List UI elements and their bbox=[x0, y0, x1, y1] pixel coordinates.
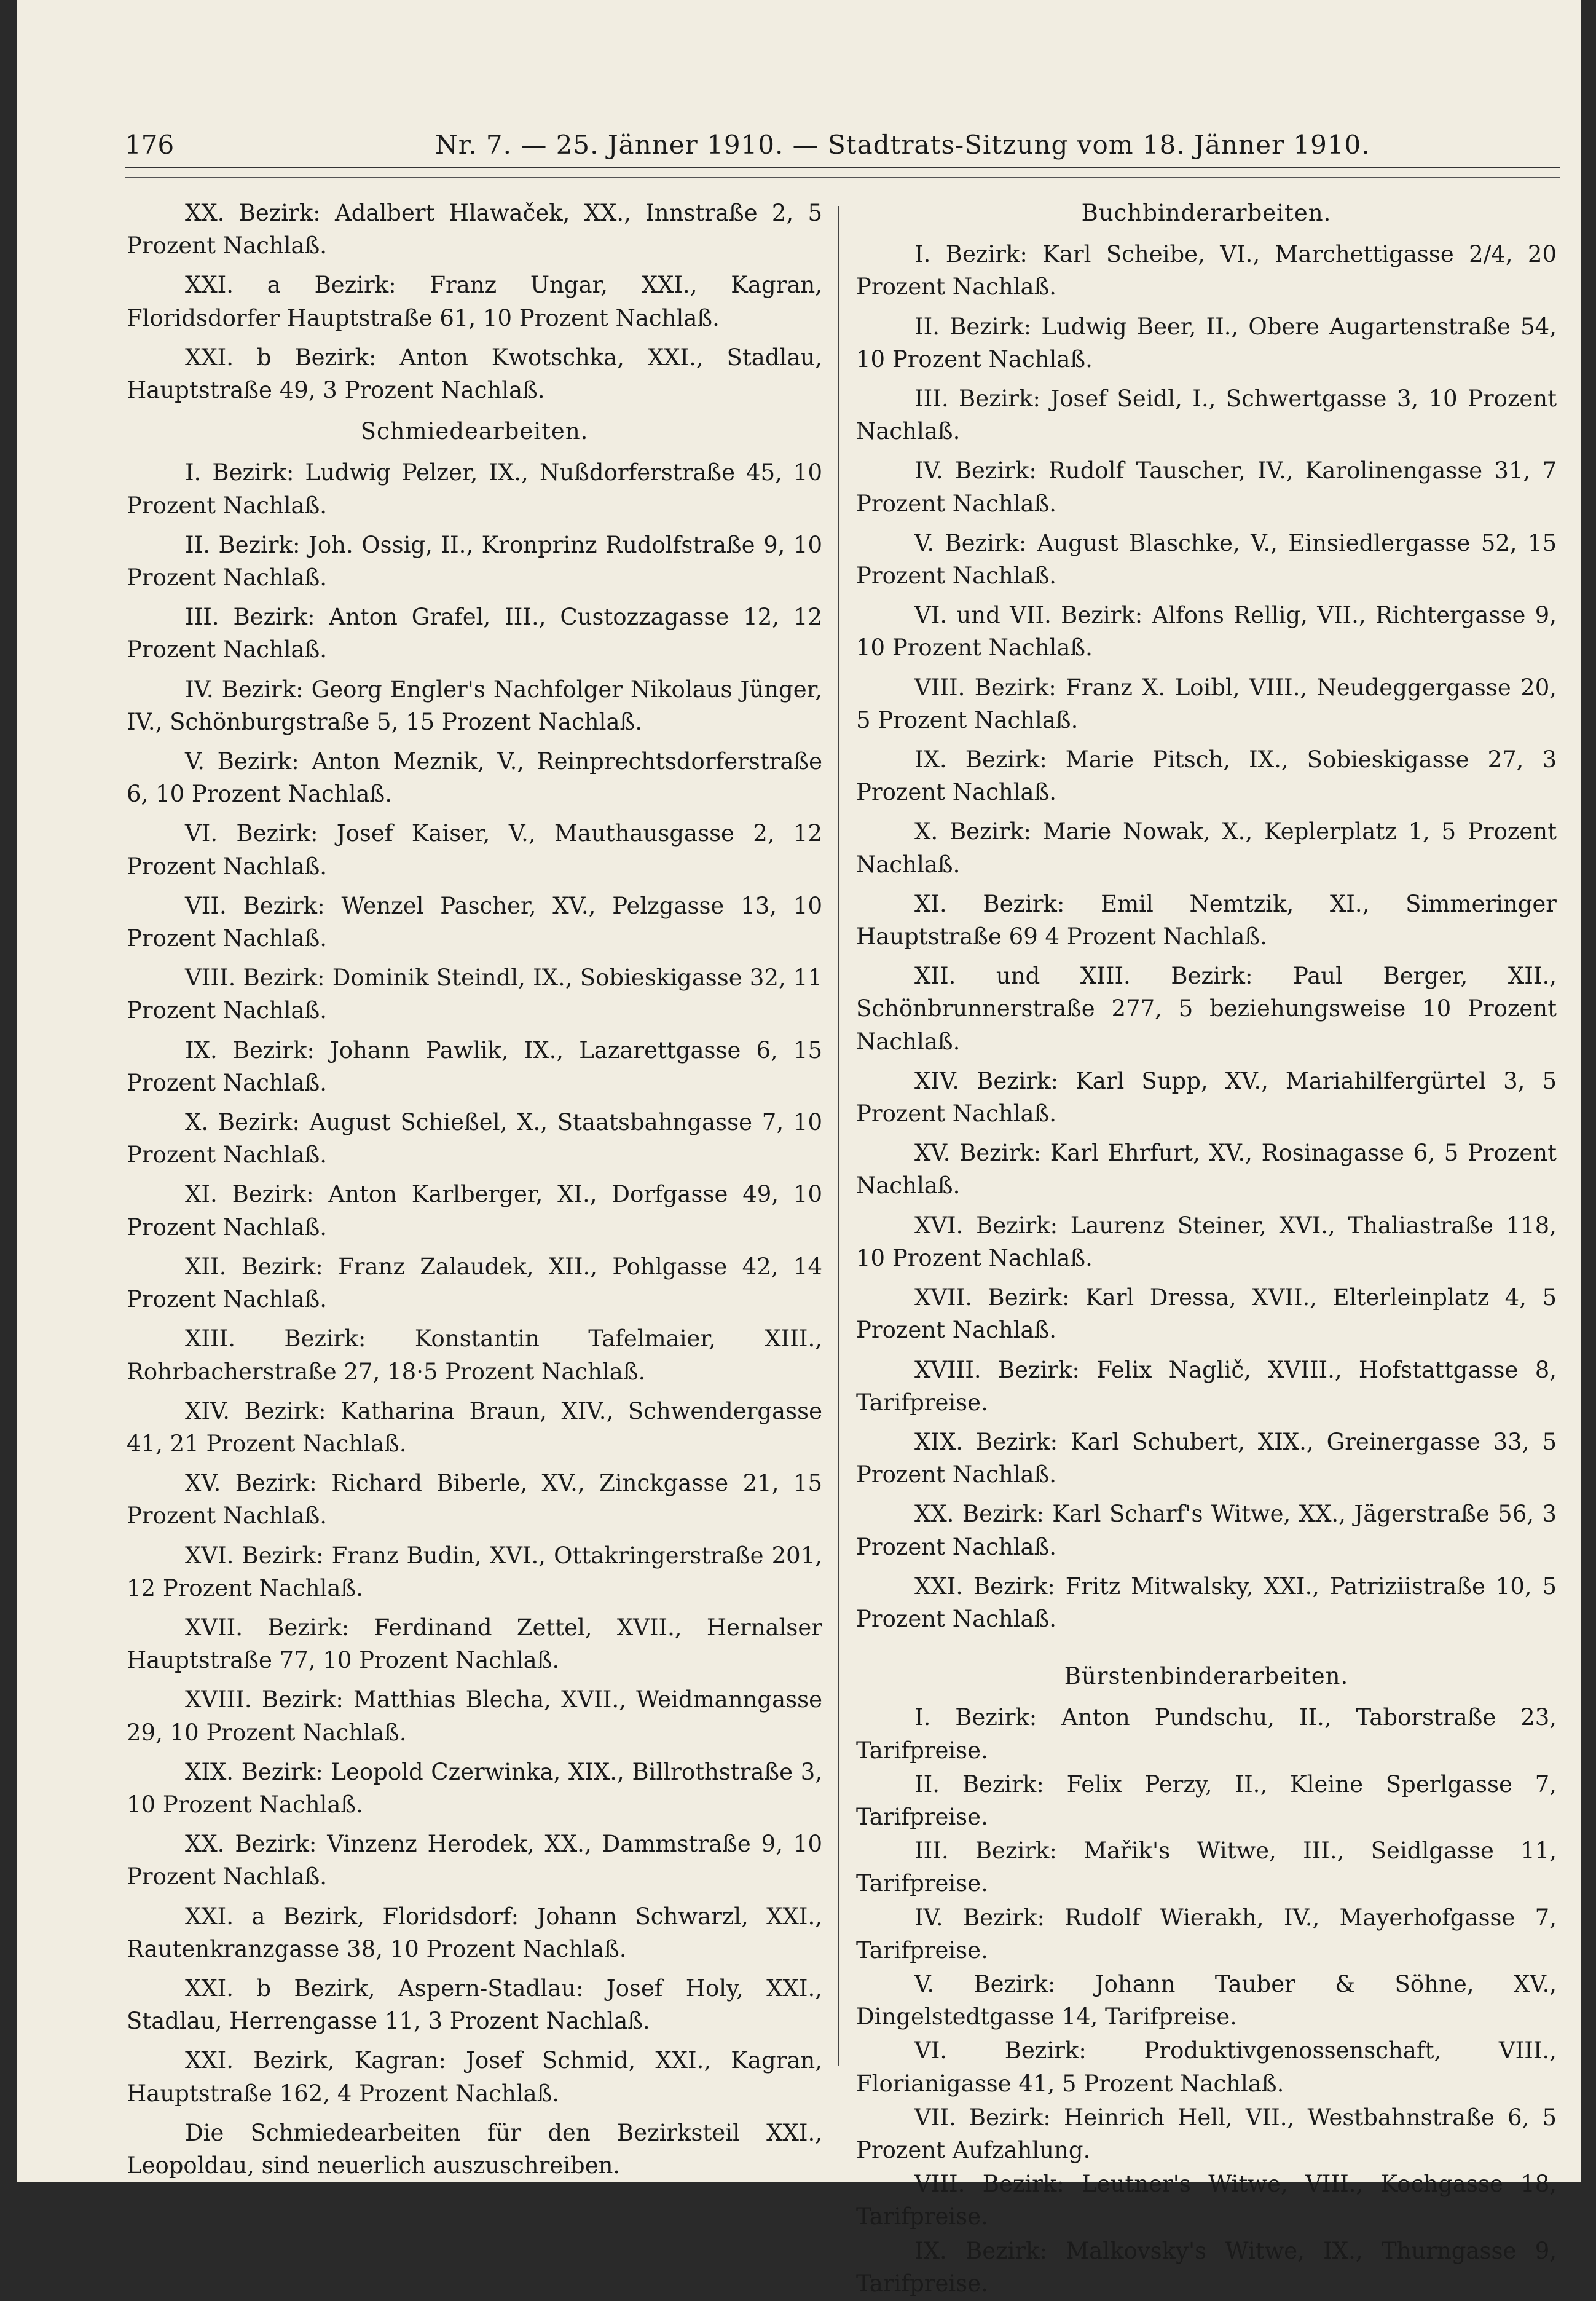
list-item: IV. Bezirk: Rudolf Wierakh, IV., Mayerhofgasse 7, Tarifpreise. bbox=[856, 1904, 1557, 1964]
list-item: IX. Bezirk: Johann Pawlik, IX., Lazarettgasse 6, 15 Prozent Nachlaß. bbox=[127, 1036, 822, 1096]
section-heading-buchbinderarbeiten: Buchbinderarbeiten. bbox=[1081, 200, 1332, 226]
right-column bbox=[856, 197, 1557, 2301]
list-item: XX. Bezirk: Adalbert Hlawaček, XX., Innstraße 2, 5 Prozent Nachlaß. bbox=[127, 200, 822, 259]
list-item: XXI. b Bezirk: Anton Kwotschka, XXI., Stadlau, Hauptstraße 49, 3 Prozent Nachlaß. bbox=[127, 344, 822, 404]
list-item: XII. und XIII. Bezirk: Paul Berger, XII., Schönbrunnerstraße 277, 5 beziehungsweise 10 Prozent Nachlaß. bbox=[856, 963, 1557, 1055]
list-item: VII. Bezirk: Wenzel Pascher, XV., Pelzgasse 13, 10 Prozent Nachlaß. bbox=[127, 892, 822, 952]
section-heading-schmiedearbeiten: Schmiedearbeiten. bbox=[360, 418, 589, 445]
buerstenbinderarbeiten-entries bbox=[856, 1701, 1557, 2300]
list-item: IX. Bezirk: Malkovsky's Witwe, IX., Thurngasse 9, Tarifpreise. bbox=[856, 2237, 1557, 2297]
list-item: XIII. Bezirk: Konstantin Tafelmaier, XIII., Rohrbacherstraße 27, 18·5 Prozent Nachlaß. bbox=[127, 1325, 822, 1385]
list-item: XX. Bezirk: Karl Scharf's Witwe, XX., Jägerstraße 56, 3 Prozent Nachlaß. bbox=[856, 1501, 1557, 1560]
running-title: Nr. 7. — 25. Jänner 1910. — Stadtrats-Sitzung vom 18. Jänner 1910. bbox=[435, 130, 1370, 160]
header-rule bbox=[125, 167, 1560, 178]
list-item: III. Bezirk: Anton Grafel, III., Custozzagasse 12, 12 Prozent Nachlaß. bbox=[127, 604, 822, 663]
list-item: X. Bezirk: August Schießel, X., Staatsbahngasse 7, 10 Prozent Nachlaß. bbox=[127, 1109, 822, 1169]
list-item: VI. und VII. Bezirk: Alfons Rellig, VII., Richtergasse 9, 10 Prozent Nachlaß. bbox=[856, 602, 1557, 661]
list-item: XVII. Bezirk: Ferdinand Zettel, XVII., Hernalser Hauptstraße 77, 10 Prozent Nachlaß. bbox=[127, 1614, 822, 1674]
list-item: XI. Bezirk: Emil Nemtzik, XI., Simmeringer Hauptstraße 69 4 Prozent Nachlaß. bbox=[856, 890, 1557, 950]
list-item: I. Bezirk: Karl Scheibe, VI., Marchettigasse 2/4, 20 Prozent Nachlaß. bbox=[856, 241, 1557, 301]
list-item: XIV. Bezirk: Karl Supp, XV., Mariahilfergürtel 3, 5 Prozent Nachlaß. bbox=[856, 1067, 1557, 1127]
list-item: XIX. Bezirk: Karl Schubert, XIX., Greinergasse 33, 5 Prozent Nachlaß. bbox=[856, 1428, 1557, 1488]
list-item: I. Bezirk: Anton Pundschu, II., Taborstraße 23, Tarifpreise. bbox=[856, 1704, 1557, 1764]
list-item: XVIII. Bezirk: Felix Naglič, XVIII., Hofstattgasse 8, Tarifpreise. bbox=[856, 1356, 1557, 1416]
list-item: XV. Bezirk: Richard Biberle, XV., Zinckgasse 21, 15 Prozent Nachlaß. bbox=[127, 1470, 822, 1529]
list-item: VI. Bezirk: Josef Kaiser, V., Mauthausgasse 2, 12 Prozent Nachlaß. bbox=[127, 820, 822, 880]
closing-note: Die Schmiedearbeiten für den Bezirksteil XXI., Leopoldau, sind neuerlich auszuschreiben. bbox=[127, 2119, 822, 2179]
list-item: XXI. Bezirk, Kagran: Josef Schmid, XXI., Kagran, Hauptstraße 162, 4 Prozent Nachlaß. bbox=[127, 2047, 822, 2107]
list-item: XI. Bezirk: Anton Karlberger, XI., Dorfgasse 49, 10 Prozent Nachlaß. bbox=[127, 1181, 822, 1241]
list-item: XXI. b Bezirk, Aspern-Stadlau: Josef Holy, XXI., Stadlau, Herrengasse 11, 3 Prozent Nachlaß. bbox=[127, 1975, 822, 2035]
list-item: V. Bezirk: Anton Meznik, V., Reinprechtsdorferstraße 6, 10 Prozent Nachlaß. bbox=[127, 748, 822, 808]
list-item: II. Bezirk: Felix Perzy, II., Kleine Sperlgasse 7, Tarifpreise. bbox=[856, 1770, 1557, 1830]
list-item: XVII. Bezirk: Karl Dressa, XVII., Elterleinplatz 4, 5 Prozent Nachlaß. bbox=[856, 1284, 1557, 1344]
list-item: VIII. Bezirk: Franz X. Loibl, VIII., Neudeggergasse 20, 5 Prozent Nachlaß. bbox=[856, 674, 1557, 733]
list-item: I. Bezirk: Ludwig Pelzer, IX., Nußdorferstraße 45, 10 Prozent Nachlaß. bbox=[127, 459, 822, 519]
list-item: IV. Bezirk: Rudolf Tauscher, IV., Karolinengasse 31, 7 Prozent Nachlaß. bbox=[856, 457, 1557, 517]
document-page bbox=[17, 0, 1581, 2297]
list-item: XXI. a Bezirk, Floridsdorf: Johann Schwarzl, XXI., Rautenkranzgasse 38, 10 Prozent Nachlaß. bbox=[127, 1903, 822, 1962]
list-item: XVI. Bezirk: Laurenz Steiner, XVI., Thaliastraße 118, 10 Prozent Nachlaß. bbox=[856, 1212, 1557, 1271]
list-item: XVI. Bezirk: Franz Budin, XVI., Ottakringerstraße 201, 12 Prozent Nachlaß. bbox=[127, 1542, 822, 1601]
list-item: VI. Bezirk: Produktivgenossenschaft, VIII., Florianigasse 41, 5 Prozent Nachlaß. bbox=[856, 2037, 1557, 2097]
list-item: VII. Bezirk: Heinrich Hell, VII., Westbahnstraße 6, 5 Prozent Aufzahlung. bbox=[856, 2104, 1557, 2163]
left-top-entries bbox=[127, 197, 822, 406]
list-item: XX. Bezirk: Vinzenz Herodek, XX., Dammstraße 9, 10 Prozent Nachlaß. bbox=[127, 1831, 822, 1890]
page-number: 176 bbox=[125, 130, 175, 160]
list-item: VIII. Bezirk: Dominik Steindl, IX., Sobieskigasse 32, 11 Prozent Nachlaß. bbox=[127, 965, 822, 1024]
list-item: XII. Bezirk: Franz Zalaudek, XII., Pohlgasse 42, 14 Prozent Nachlaß. bbox=[127, 1253, 822, 1313]
list-item: XXI. Bezirk: Fritz Mitwalsky, XXI., Patriziistraße 10, 5 Prozent Nachlaß. bbox=[856, 1573, 1557, 1632]
list-item: XIV. Bezirk: Katharina Braun, XIV., Schwendergasse 41, 21 Prozent Nachlaß. bbox=[127, 1397, 822, 1457]
list-item: II. Bezirk: Joh. Ossig, II., Kronprinz Rudolfstraße 9, 10 Prozent Nachlaß. bbox=[127, 531, 822, 591]
list-item: VIII. Bezirk: Leutner's Witwe, VIII., Kochgasse 18, Tarifpreise. bbox=[856, 2171, 1557, 2230]
list-item: X. Bezirk: Marie Nowak, X., Keplerplatz 1, 5 Prozent Nachlaß. bbox=[856, 818, 1557, 878]
column-divider bbox=[838, 206, 839, 2066]
list-item: XXI. a Bezirk: Franz Ungar, XXI., Kagran, Floridsdorfer Hauptstraße 61, 10 Prozent Nachlaß. bbox=[127, 272, 822, 331]
list-item: V. Bezirk: August Blaschke, V., Einsiedlergasse 52, 15 Prozent Nachlaß. bbox=[856, 529, 1557, 590]
section-heading-buerstenbinderarbeiten: Bürstenbinderarbeiten. bbox=[1064, 1663, 1349, 1690]
schmiedearbeiten-entries bbox=[127, 456, 822, 2182]
list-item: III. Bezirk: Mařik's Witwe, III., Seidlgasse 11, Tarifpreise. bbox=[856, 1837, 1557, 1897]
list-item: IX. Bezirk: Marie Pitsch, IX., Sobieskigasse 27, 3 Prozent Nachlaß. bbox=[856, 746, 1557, 806]
left-column bbox=[127, 197, 822, 2189]
list-item: III. Bezirk: Josef Seidl, I., Schwertgasse 3, 10 Prozent Nachlaß. bbox=[856, 385, 1557, 445]
list-item: V. Bezirk: Johann Tauber & Söhne, XV., Dingelstedtgasse 14, Tarifpreise. bbox=[856, 1970, 1557, 2031]
list-item: IV. Bezirk: Georg Engler's Nachfolger Nikolaus Jünger, IV., Schönburgstraße 5, 15 Prozent Nachlaß. bbox=[127, 676, 822, 735]
list-item: XVIII. Bezirk: Matthias Blecha, XVII., Weidmanngasse 29, 10 Prozent Nachlaß. bbox=[127, 1686, 822, 1746]
buchbinderarbeiten-entries bbox=[856, 238, 1557, 1635]
list-item: XIX. Bezirk: Leopold Czerwinka, XIX., Billrothstraße 3, 10 Prozent Nachlaß. bbox=[127, 1758, 822, 1818]
list-item: II. Bezirk: Ludwig Beer, II., Obere Augartenstraße 54, 10 Prozent Nachlaß. bbox=[856, 313, 1557, 373]
list-item: XV. Bezirk: Karl Ehrfurt, XV., Rosinagasse 6, 5 Prozent Nachlaß. bbox=[856, 1140, 1557, 1199]
